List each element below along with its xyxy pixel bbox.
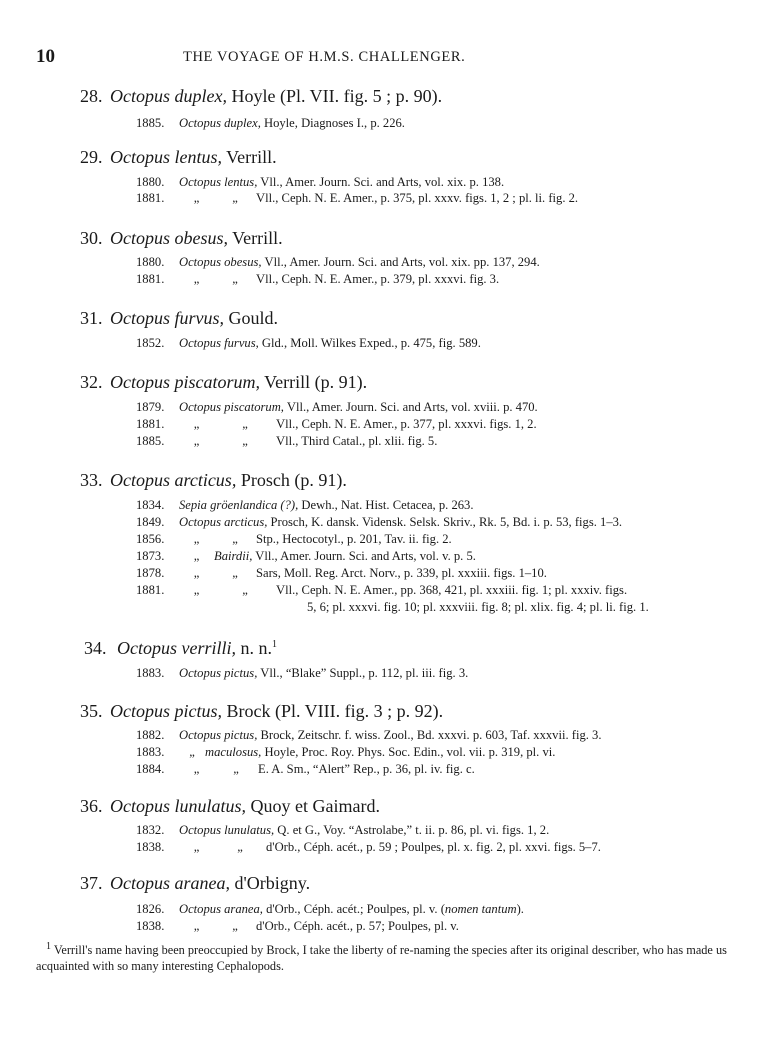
citation-line: 1883. „ maculosus, Hoyle, Proc. Roy. Phys. Soc. Edin., vol. vii. p. 319, pl. vi. (136, 745, 556, 759)
citation-continuation: 5, 6; pl. xxxvi. fig. 10; pl. xxxviii. fig. 8; pl. xlix. fig. 4; pl. li. fig. 1. (307, 600, 649, 614)
species-heading: 29. Octopus lentus, Verrill. (80, 147, 277, 167)
citation-line: 1878. „ „ Sars, Moll. Reg. Arct. Norv., p. 339, pl. xxxiii. figs. 1–10. (136, 566, 547, 580)
citation-line: 1849. Octopus arcticus, Prosch, K. dansk. Vidensk. Selsk. Skriv., Rk. 5, Bd. i. p. 53, figs. 1–3. (136, 515, 623, 529)
page-number: 10 (36, 46, 55, 67)
citation-line: 1885. Octopus duplex, Hoyle, Diagnoses I., p. 226. (136, 116, 405, 130)
page-header (0, 46, 776, 70)
citation-line: 1838. „ „ d'Orb., Céph. acét., p. 59 ; Poulpes, pl. x. fig. 2, pl. xxvi. figs. 5–7. (136, 840, 601, 854)
citation-line: 1881. „ „ Vll., Ceph. N. E. Amer., p. 379, pl. xxxvi. fig. 3. (136, 272, 500, 286)
citation-line: 1856. „ „ Stp., Hectocotyl., p. 201, Tav. ii. fig. 2. (136, 532, 452, 546)
citation-line: 1880. Octopus obesus, Vll., Amer. Journ. Sci. and Arts, vol. xix. pp. 137, 294. (136, 255, 540, 269)
species-heading: 31. Octopus furvus, Gould. (80, 308, 278, 328)
citation-line: 1838. „ „ d'Orb., Céph. acét., p. 57; Poulpes, pl. v. (136, 919, 459, 933)
citation-line: 1879. Octopus piscatorum, Vll., Amer. Journ. Sci. and Arts, vol. xviii. p. 470. (136, 400, 538, 414)
species-heading: 33. Octopus arcticus, Prosch (p. 91). (80, 470, 347, 490)
species-heading: 34. Octopus verrilli, n. n.$^1$ (84, 638, 277, 658)
footnote-number: 1 (46, 940, 51, 952)
footnote (36, 942, 736, 974)
citation-line: 1881. „ „ Vll., Ceph. N. E. Amer., p. 375, pl. xxxv. figs. 1, 2 ; pl. li. fig. 2. (136, 191, 579, 205)
running-title: THE VOYAGE OF H.M.S. CHALLENGER. (183, 49, 466, 65)
citation-line: 1884. „ „ E. A. Sm., “Alert” Rep., p. 36, pl. iv. fig. c. (136, 762, 475, 776)
species-heading: 37. Octopus aranea, d'Orbigny. (80, 873, 311, 893)
citation-line: 1832. Octopus lunulatus, Q. et G., Voy. “Astrolabe,” t. ii. p. 86, pl. vi. figs. 1, 2. (136, 823, 550, 837)
citation-line: 1873. „ Bairdii, Vll., Amer. Journ. Sci. and Arts, vol. v. p. 5. (136, 549, 476, 563)
footnote-marker: 1 (272, 639, 277, 650)
citation-line: 1826. Octopus aranea, d'Orb., Céph. acét.; Poulpes, pl. v. (nomen tantum). (136, 902, 524, 916)
footnote-text: Verrill's name having been preoccupied by Brock, I take the liberty of re-naming the species after its original describer, who has made us acquainted with so many interesting Cephalopods. (36, 943, 727, 973)
species-heading: 30. Octopus obesus, Verrill. (80, 228, 283, 248)
citation-line: 1880. Octopus lentus, Vll., Amer. Journ. Sci. and Arts, vol. xix. p. 138. (136, 175, 505, 189)
citation-line: 1885. „ „ Vll., Third Catal., pl. xlii. fig. 5. (136, 434, 438, 448)
citation-line: 1883. Octopus pictus, Vll., “Blake” Suppl., p. 112, pl. iii. fig. 3. (136, 666, 469, 680)
citation-line: 1852. Octopus furvus, Gld., Moll. Wilkes Exped., p. 475, fig. 589. (136, 336, 481, 350)
species-heading: 36. Octopus lunulatus, Quoy et Gaimard. (80, 796, 380, 816)
citation-line: 1882. Octopus pictus, Brock, Zeitschr. f. wiss. Zool., Bd. xxxvi. p. 603, Taf. xxxvii. fig. 3. (136, 728, 602, 742)
citation-line: 1881. „ „ Vll., Ceph. N. E. Amer., p. 377, pl. xxxvi. figs. 1, 2. (136, 417, 537, 431)
species-heading: 32. Octopus piscatorum, Verrill (p. 91). (80, 372, 368, 392)
citation-line: 1881. „ „ Vll., Ceph. N. E. Amer., pp. 368, 421, pl. xxxiii. fig. 1; pl. xxxiv. figs. (136, 583, 628, 597)
species-heading: 28. Octopus duplex, Hoyle (Pl. VII. fig. 5 ; p. 90). (80, 86, 443, 106)
species-heading: 35. Octopus pictus, Brock (Pl. VIII. fig. 3 ; p. 92). (80, 701, 444, 721)
citation-line: 1834. Sepia gröenlandica (?), Dewh., Nat. Hist. Cetacea, p. 263. (136, 498, 474, 512)
